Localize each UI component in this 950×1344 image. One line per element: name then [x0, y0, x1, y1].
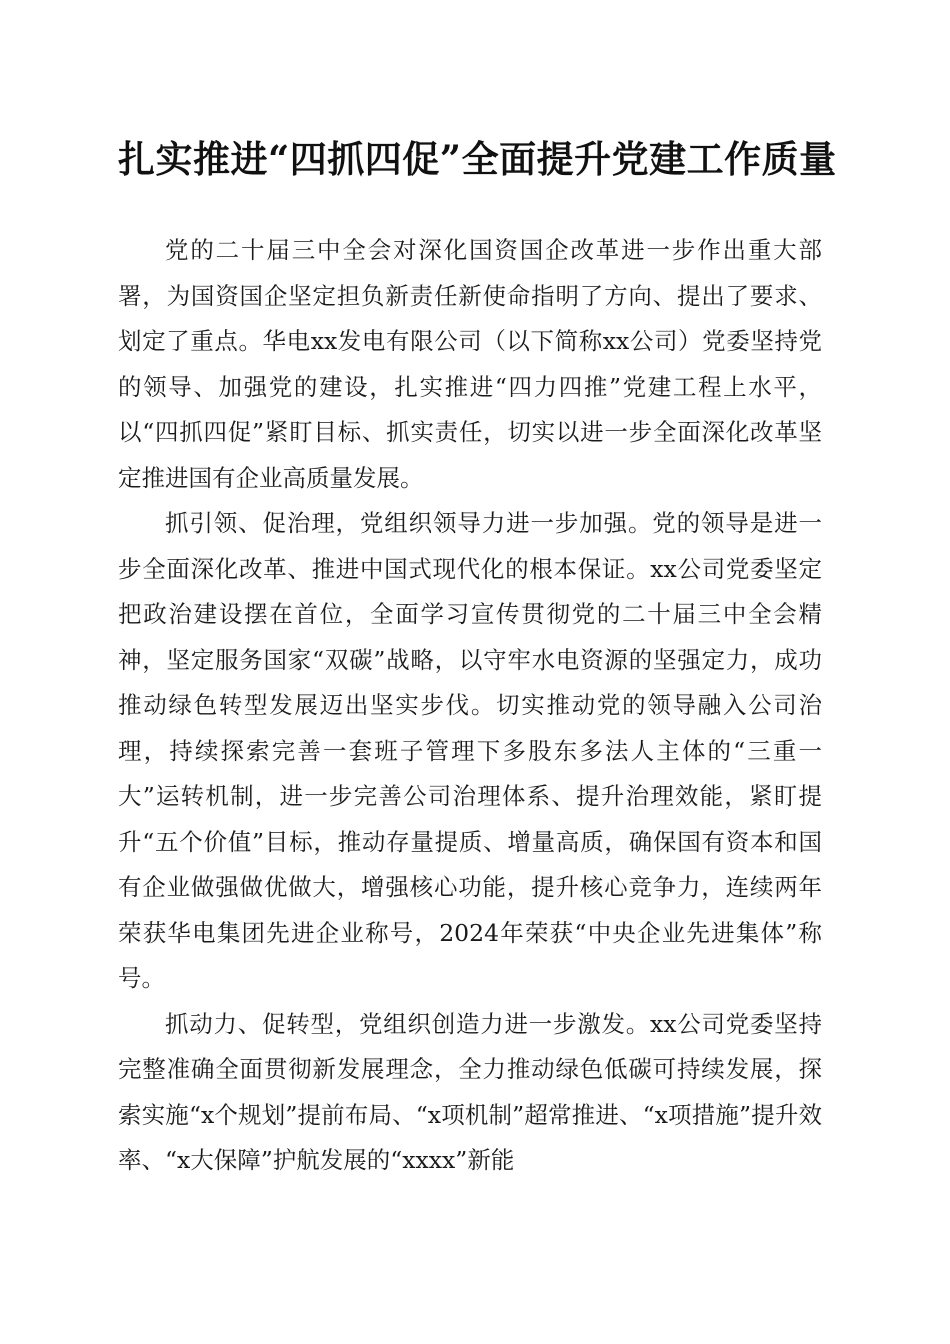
- paragraph-transformation: 抓动力、促转型，党组织创造力进一步激发。xx公司党委坚持完整准确全面贯彻新发展理念，全力推动绿色低碳可持续发展，探索实施“x个规划”提前布局、“x项机制”超常推进、“x项措施”提升效率、“x大保障”护航发展的“xxxx”新能: [118, 1009, 822, 1174]
- document-title: 扎实推进“四抓四促”全面提升党建工作质量: [118, 137, 837, 181]
- document-body: [118, 228, 822, 1184]
- paragraph-intro: 党的二十届三中全会对深化国资国企改革进一步作出重大部署，为国资国企坚定担负新责任新使命指明了方向、提出了要求、划定了重点。华电xx发电有限公司（以下简称xx公司）党委坚持党的领导、加强党的建设，扎实推进“四力四推”党建工程上水平，以“四抓四促”紧盯目标、抓实责任，切实以进一步全面深化改革坚定推进国有企业高质量发展。: [118, 236, 822, 492]
- paragraph-leadership: 抓引领、促治理，党组织领导力进一步加强。党的领导是进一步全面深化改革、推进中国式现代化的根本保证。xx公司党委坚定把政治建设摆在首位，全面学习宣传贯彻党的二十届三中全会精神，坚定服务国家“双碳”战略，以守牢水电资源的坚强定力，成功推动绿色转型发展迈出坚实步伐。切实推动党的领导融入公司治理，持续探索完善一套班子管理下多股东多法人主体的“三重一大”运转机制，进一步完善公司治理体系、提升治理效能，紧盯提升“五个价值”目标，推动存量提质、增量高质，确保国有资本和国有企业做强做优做大，增强核心功能，提升核心竞争力，连续两年荣获华电集团先进企业称号，2024年荣获“中央企业先进集体”称号。: [118, 509, 822, 992]
